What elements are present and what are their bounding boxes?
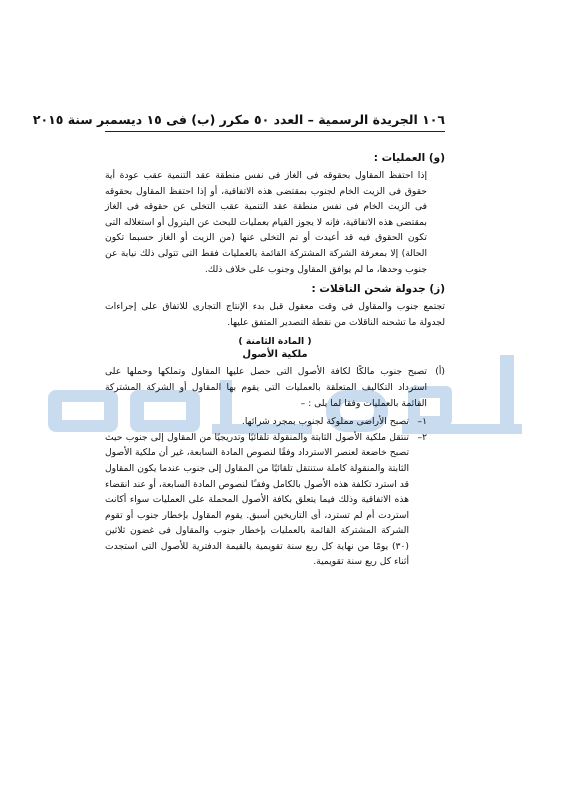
subitem-2-mark: ٢– bbox=[417, 431, 427, 443]
subitem-1-mark: ١– bbox=[417, 416, 427, 428]
section-operations-heading: (و) العمليات : bbox=[373, 152, 445, 164]
section-tanker-heading: (ز) جدولة شحن الناقلات : bbox=[311, 283, 445, 296]
article-title: ملكية الأصول bbox=[242, 349, 308, 361]
item-a-mark: (أ) bbox=[435, 366, 445, 378]
page-header: ١٠٦ الجريدة الرسمية – العدد ٥٠ مكرر (ب) فى ١٥ ديسمبر سنة ٢٠١٥ bbox=[105, 112, 445, 132]
section-operations bbox=[105, 152, 445, 277]
item-a-text: تصبح جنوب مالكًا لكافة الأصول التى حصل عليها المقاول وتملكها وحملها على استرداد التكاليف المتعلقة بالعمليات التى يقوم بها المقاول أو الشركة المشتركة القائمة بالعمليات وفقا لما يلى : – bbox=[105, 366, 427, 409]
subitem-2-text: تنتقل ملكية الأصول الثابتة والمنقولة تلقائيًا وتدريجيًا من المقاول إلى جنوب حيث تصبح خاضعة لعنصر الاسترداد وفقًا لنصوص المادة السابعة، غير أن ملكية الأصول الثابتة والمنقولة كاملة ستنتقل تلقائيًا من المقاول إلى جنوب عندما يكون المقاول قد استرد تكلفة هذه الأصول بالكامل وفقـًا لنصوص المادة السابعة، أو عند انقضاء هذه الاتفاقية وذلك فيما يتعلق بكافة الأصول المحملة على العمليات سواء أكانت استردت أم لم تسترد، أى التاريخين أسبق. يقوم المقاول بإخطار جنوب أو تقوم الشركة المشتركة القائمة بالعمليات بإخطار جنوب والمقاول فى غضون ثلاثين (٣٠) يومًا من نهاية كل ربع سنة تقويمية بالقيمة الدفترية للأصول التى استجدت أثناء كل ربع سنة تقويمية. bbox=[105, 431, 409, 568]
subitem-1-text: تصبح الأراضى مملوكة لجنوب بمجرد شرائها. bbox=[241, 416, 409, 428]
article-subitem-2 bbox=[105, 430, 427, 570]
page-content bbox=[32, 112, 445, 570]
section-operations-body: إذا احتفظ المقاول بحقوقه فى الغاز فى نفس منطقة عقد التنمية عقب عودة أية حقوق فى الزيت الخام لجنوب بمقتضى هذه الاتفاقية، أو إذا احتفظ المقاول بحقوقه فى الزيت الخام فى نفس منطقة عقد التنمية عقب التخلى عن حقوقه فى الغاز بمقتضى هذه الاتفاقية، فإنه لا يجوز القيام بعمليات للبحث عن البترول أو استغلاله التى تكون الحقوق فيه قد أعيدت أو تم التخلى عنها (من الزيت أو الغاز حسبما تكون الحالة) إلا بمعرفة الشركة المشتركة القائمة بالعمليات فقط التى تتولى ذلك نيابة عن جنوب وحدها، ما لم يوافق المقاول وجنوب على خلاف ذلك. bbox=[105, 170, 427, 275]
article-subitem-1 bbox=[105, 414, 427, 430]
article-label: ( المادة الثامنة ) bbox=[238, 336, 312, 348]
section-tanker-scheduling bbox=[105, 283, 445, 330]
article-eight bbox=[105, 336, 445, 570]
section-tanker-body: تجتمع جنوب والمقاول فى وقت معقول قبل بدء الإنتاج التجارى للاتفاق على إجراءات لجدولة ما تشحنه الناقلات من نقطة التصدير المتفق عليها. bbox=[105, 301, 445, 328]
article-item-a bbox=[105, 364, 445, 411]
